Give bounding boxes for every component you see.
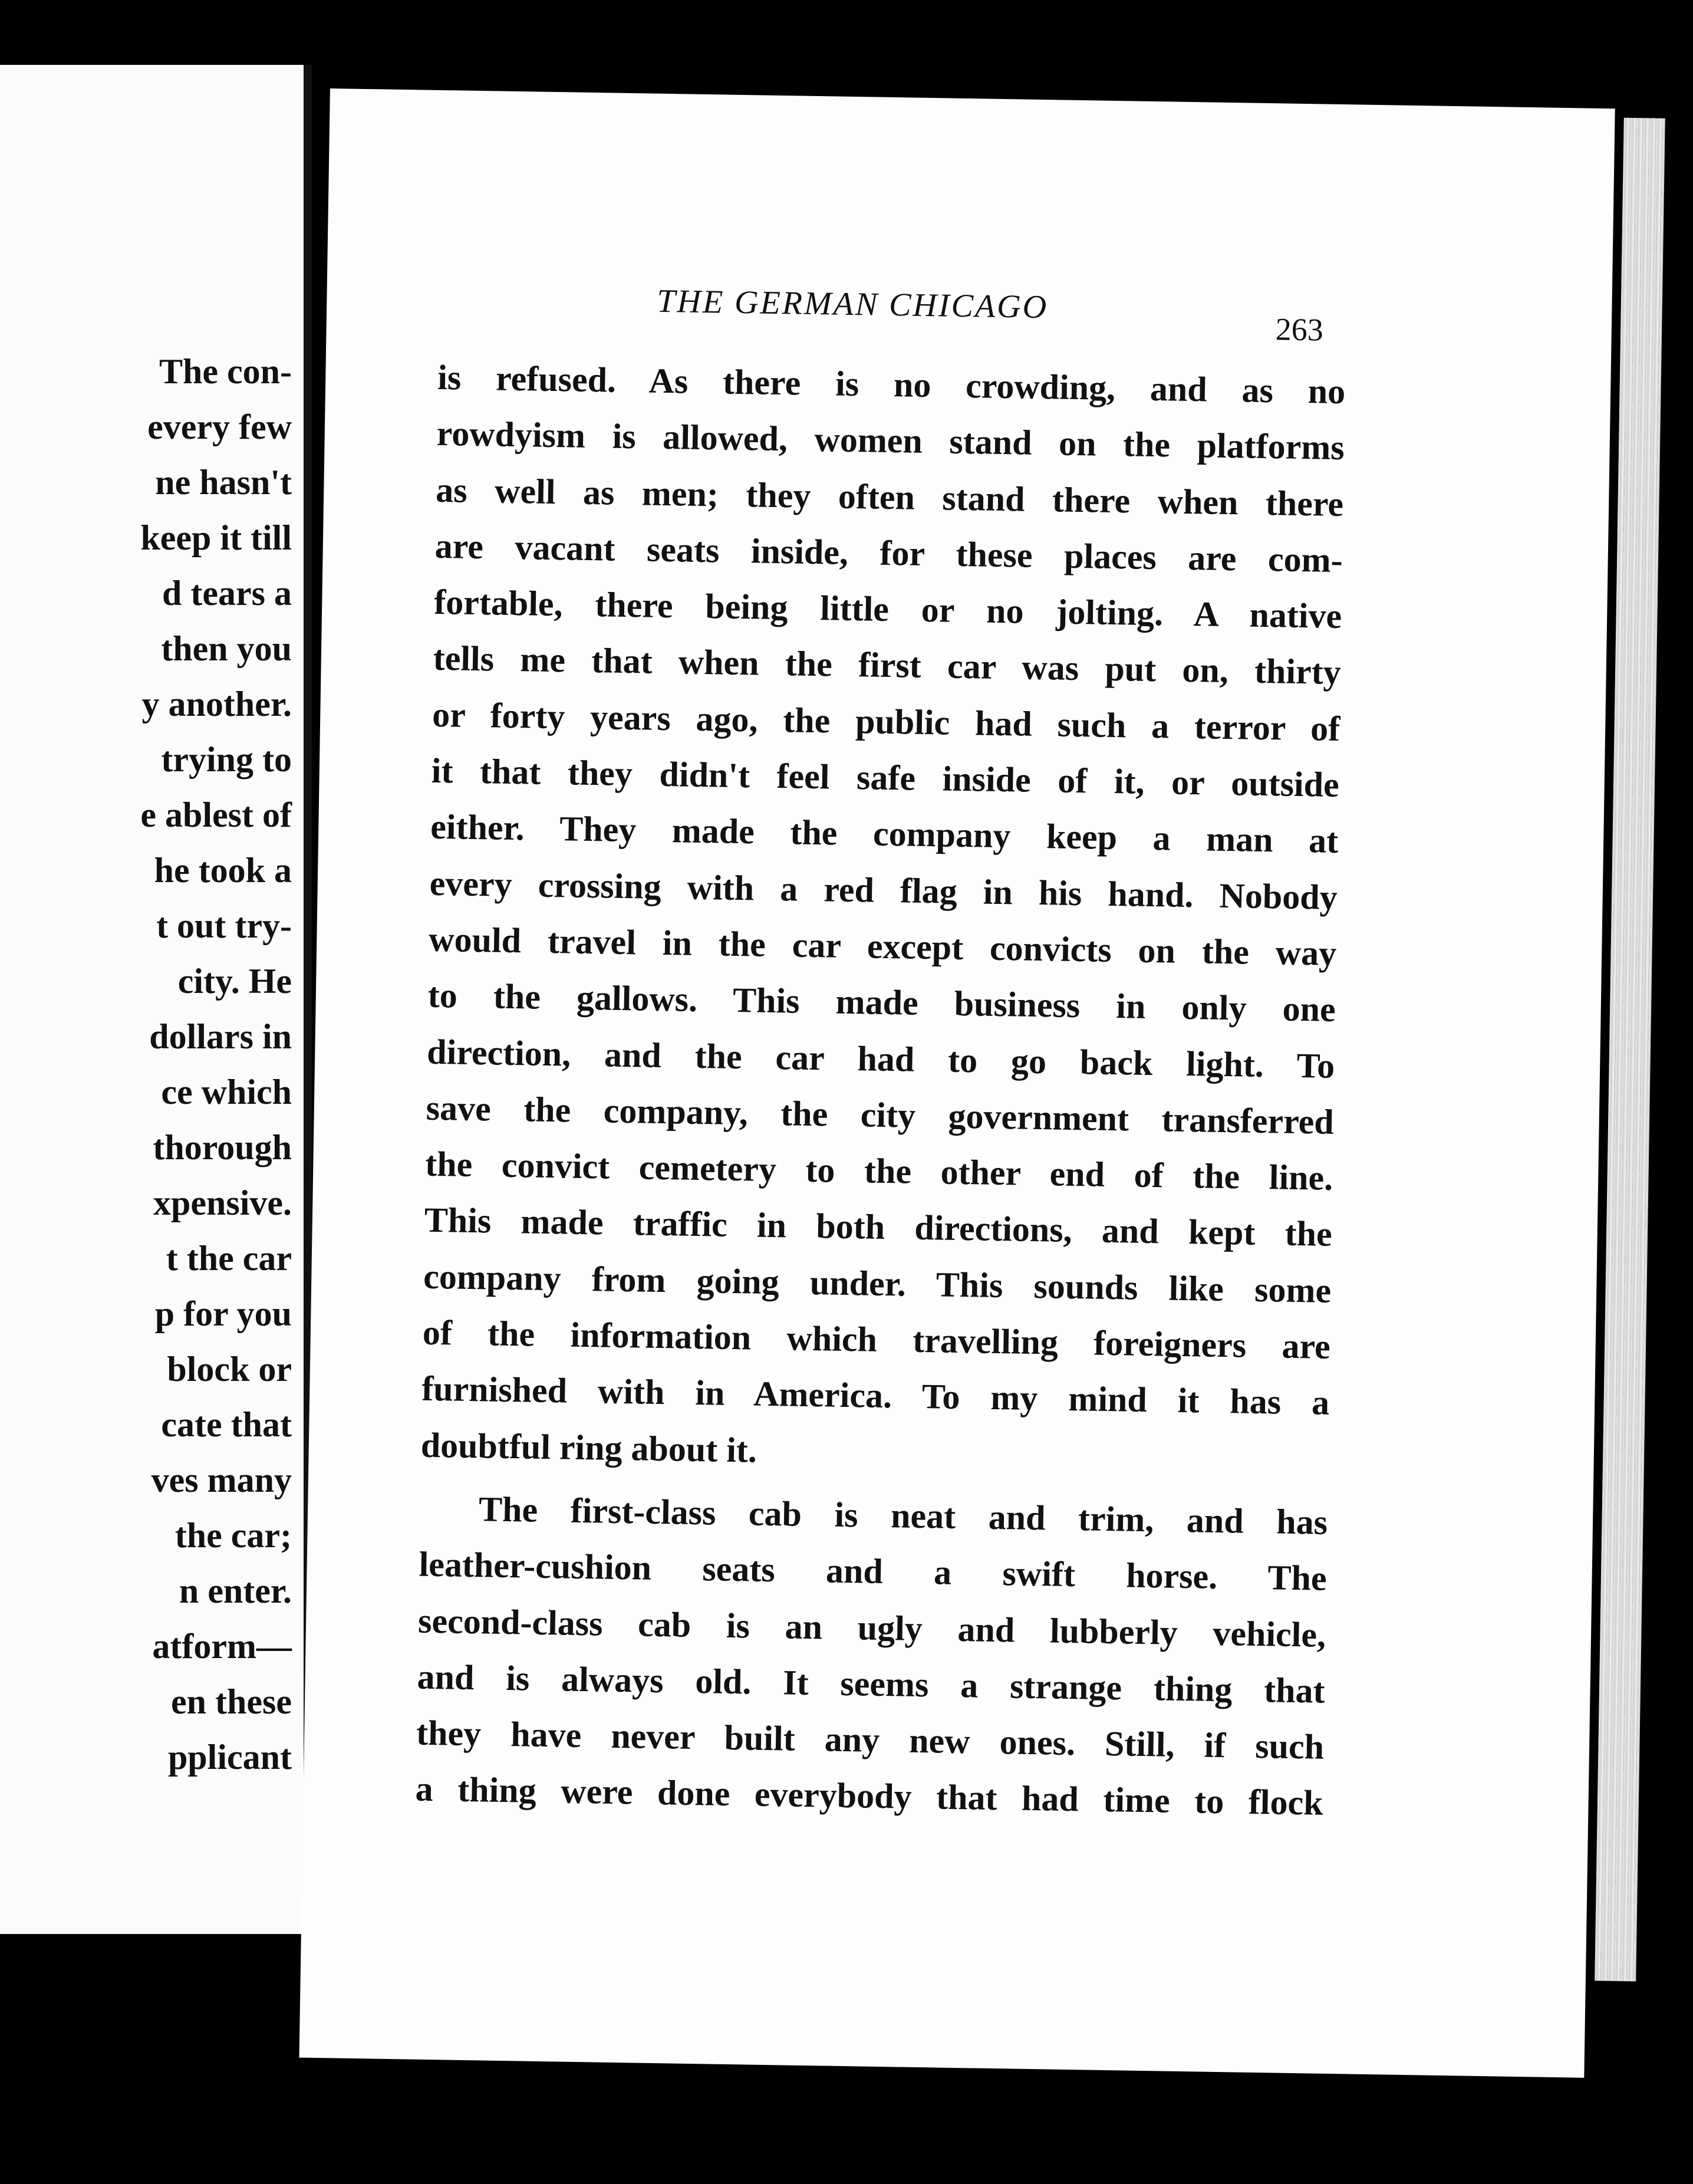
left-page-line: the car;: [174, 1516, 292, 1555]
text-line: either. They made the company keep a man at: [430, 807, 1339, 861]
left-page-line: p for you: [154, 1294, 292, 1333]
text-line: a thing were done everybody that had time to flock: [415, 1769, 1324, 1823]
text-line: The first-class cab is neat and trim, and has: [478, 1489, 1328, 1542]
left-page-line: trying to: [161, 740, 292, 779]
text-line: to the gallows. This made business in only one: [427, 976, 1336, 1029]
text-line: leather-cushion seats and a swift horse. The: [419, 1544, 1328, 1598]
body-text: [415, 350, 1346, 1832]
left-page-line: ce which: [161, 1073, 292, 1111]
text-line: furnished with in America. To my mind it has a: [421, 1369, 1330, 1423]
left-page-line: block or: [167, 1350, 292, 1389]
text-line: is refused. As there is no crowding, and as no: [437, 357, 1346, 412]
right-page: [299, 88, 1615, 2078]
text-line: company from going under. This sounds like some: [423, 1257, 1332, 1310]
text-line: tells me that when the first car was put on, thirty: [433, 639, 1342, 692]
left-page-line: ves many: [151, 1461, 292, 1499]
left-page-line: city. He: [177, 962, 292, 1001]
left-page-line: xpensive.: [153, 1183, 292, 1222]
left-page-line: then you: [161, 629, 292, 668]
left-page-line: atform—: [152, 1627, 292, 1666]
running-head: THE GERMAN CHICAGO: [656, 282, 1049, 326]
left-page-line: pplicant: [167, 1738, 292, 1777]
left-page-line: he took a: [154, 851, 292, 890]
text-line: This made traffic in both directions, and kept the: [424, 1200, 1333, 1254]
left-page: [0, 65, 312, 1934]
text-line: would travel in the car except convicts on the way: [428, 919, 1337, 973]
text-line: or forty years ago, the public had such a terror of: [432, 695, 1340, 748]
left-page-line: cate that: [161, 1405, 292, 1444]
left-page-line: The con-: [159, 352, 292, 391]
text-line: and is always old. It seems a strange thing that: [417, 1657, 1326, 1711]
left-page-line: t out try-: [156, 906, 292, 945]
text-line: of the information which travelling foreigners are: [422, 1313, 1331, 1366]
left-page-line: en these: [171, 1682, 292, 1721]
left-page-line: keep it till: [140, 518, 292, 557]
text-line: direction, and the car had to go back light. To: [426, 1032, 1335, 1086]
text-line: they have never built any new ones. Still, if such: [416, 1713, 1325, 1767]
text-line: the convict cemetery to the other end of the line.: [424, 1144, 1333, 1198]
text-line: rowdyism is allowed, women stand on the platforms: [436, 414, 1345, 468]
text-line: second-class cab is an ugly and lubberly vehicle,: [417, 1601, 1326, 1655]
left-page-line: y another.: [141, 685, 292, 723]
left-page-line: ne hasn't: [155, 463, 292, 502]
text-line: save the company, the city government transferred: [426, 1088, 1335, 1142]
text-line: are vacant seats inside, for these places are com-: [434, 526, 1343, 580]
text-line: it that they didn't feel safe inside of it, or outside: [431, 751, 1340, 805]
left-page-line: thorough: [153, 1128, 292, 1167]
left-page-line: n enter.: [179, 1571, 292, 1610]
paragraph: [420, 350, 1346, 1488]
text-line: every crossing with a red flag in his hand. Nobody: [429, 863, 1338, 917]
text-line: doubtful ring about it.: [420, 1425, 757, 1470]
text-line: as well as men; they often stand there when there: [435, 470, 1344, 524]
left-page-line: d tears a: [162, 574, 292, 613]
text-line: fortable, there being little or no jolting. A native: [433, 583, 1342, 636]
left-page-line: e ablest of: [140, 795, 292, 834]
left-page-line: dollars in: [149, 1017, 292, 1056]
left-page-line: every few: [147, 407, 292, 446]
paragraph: [415, 1481, 1328, 1832]
page-number: 263: [1275, 311, 1324, 348]
left-page-line: t the car: [166, 1239, 292, 1278]
